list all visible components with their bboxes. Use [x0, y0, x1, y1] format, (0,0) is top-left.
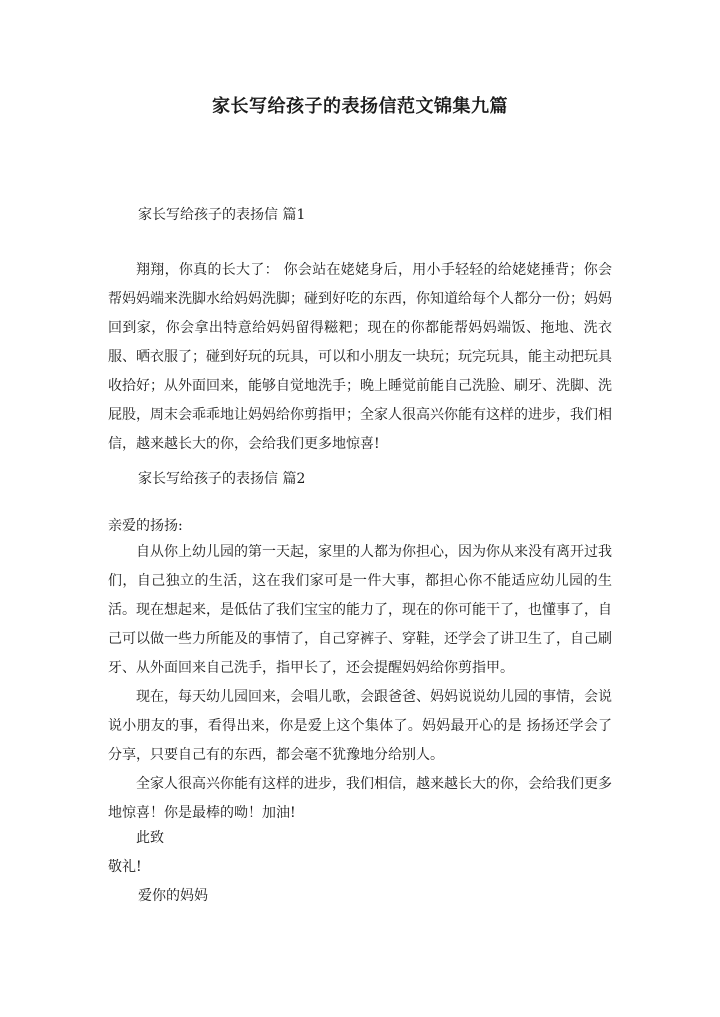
letter2-paragraph-1: 自从你上幼儿园的第一天起，家里的人都为你担心，因为你从来没有离开过我们，自己独立的生活，这在我们家可是一件大事，都担心你不能适应幼儿园的生活。现在想起来，是低估了我们宝宝的能力了，现在的你可能干了，也懂事了，自己可以做一些力所能及的事情了，自己穿裤子、穿鞋，还学会了讲卫生了，自己刷牙、从外面回来自己洗手，指甲长了，还会提醒妈妈给你剪指甲。 [108, 544, 612, 676]
letter1-body [108, 256, 612, 459]
letter2-signature: 爱你的妈妈 [138, 888, 208, 904]
letter2-heading: 家长写给孩子的表扬信 篇2 [138, 471, 306, 487]
document-title: 家长写给孩子的表扬信范文锦集九篇 [212, 96, 508, 117]
letter1-paragraph: 翔翔，你真的长大了： 你会站在姥姥身后，用小手轻轻的给姥姥捶背；你会帮妈妈端来洗脚水给妈妈洗脚；碰到好吃的东西，你知道给每个人都分一份；妈妈回到家，你会拿出特意给妈妈留得糍粑；现在的你都能帮妈妈端饭、拖地、洗衣服、晒衣服了；碰到好玩的玩具，可以和小朋友一块玩；玩完玩具，能主动把玩具收拾好；从外面回来，能够自觉地洗手；晚上睡觉前能自己洗脸、刷牙、洗脚、洗屁股，周末会乖乖地让妈妈给你剪指甲；全家人很高兴你能有这样的进步，我们相信，越来越长大的你，会给我们更多地惊喜! [108, 262, 612, 452]
letter2-closing: 此致 [136, 830, 164, 846]
letter2-salutation: 亲爱的扬扬: [108, 518, 183, 534]
letter1-heading: 家长写给孩子的表扬信 篇1 [138, 207, 306, 223]
letter2-body [108, 538, 612, 828]
letter2-paragraph-3: 全家人很高兴你能有这样的进步，我们相信，越来越长大的你，会给我们更多地惊喜！你是最棒的呦！加油! [108, 776, 612, 821]
letter2-paragraph-2: 现在，每天幼儿园回来，会唱儿歌，会跟爸爸、妈妈说说幼儿园的事情，会说说小朋友的事，看得出来，你是爱上这个集体了。妈妈最开心的是 扬扬还学会了分享，只要自己有的东西，都会毫不犹豫地分给别人。 [108, 689, 612, 763]
letter2-regards: 敬礼! [108, 859, 142, 875]
